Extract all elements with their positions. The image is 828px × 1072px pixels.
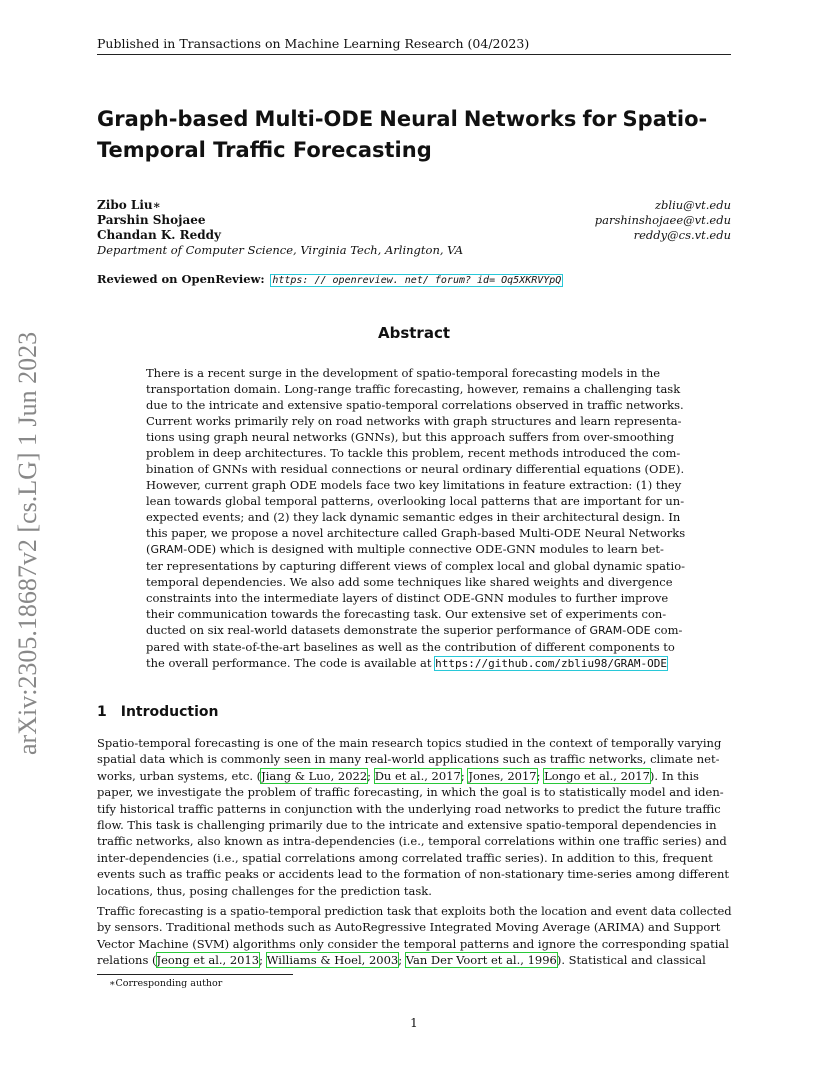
abstract-body [146, 365, 685, 672]
author-row [97, 213, 731, 229]
review-line [97, 272, 562, 286]
abstract-heading: Abstract [377, 324, 451, 342]
abstract-line: constraints into the intermediate layers of distinct ODE-GNN modules to further improve [146, 591, 669, 605]
author-row [97, 198, 731, 214]
author-name: Zibo Liu∗ [97, 198, 161, 212]
openreview-link[interactable]: https: // openreview. net/ forum? id= Oq5XKRVYpQ [272, 275, 562, 286]
author-email[interactable]: parshinshojaee@vt.edu [594, 213, 731, 227]
title-line-1: Graph-based Multi-ODE Neural Networks for Spatio- [97, 107, 708, 131]
abstract-line: expected events; and (2) they lack dynamic semantic edges in their architectural design. In [146, 510, 681, 524]
abstract-line: this paper, we propose a novel architecture called Graph-based Multi-ODE Neural Networks [146, 526, 686, 540]
paragraph-line: inter-dependencies (i.e., spatial correlations among correlated traffic series). In addition to this, frequent [97, 850, 713, 865]
paragraph-line: locations, thus, posing challenges for the prediction task. [97, 883, 432, 898]
abstract-line: due to the intricate and extensive spatio-temporal correlations observed in traffic networks. [146, 398, 684, 412]
text-fragment: the overall performance. The code is available at [146, 656, 436, 670]
text-fragment: ) which is designed with multiple connective ODE-GNN modules to learn bet- [211, 542, 664, 556]
text-fragment: com- [650, 623, 683, 637]
section-heading [97, 704, 219, 720]
text-fragment: works, urban systems, etc. ( [97, 768, 262, 783]
footnote-rule [97, 974, 293, 975]
abstract-line: problem in deep architectures. To tackle this problem, recent methods introduced the com- [146, 446, 681, 460]
running-header: Published in Transactions on Machine Learning Research (04/2023) [97, 36, 530, 51]
abstract-line: lean towards global temporal patterns, overlooking local patterns that are important for un- [146, 494, 685, 508]
citation-link[interactable]: Van Der Voort et al., 1996 [405, 953, 557, 968]
abstract-line: tions using graph neural networks (GNNs), but this approach suffers from over-smoothing [146, 430, 675, 444]
paper-title [97, 104, 737, 166]
citation-link[interactable]: Jones, 2017 [468, 768, 537, 783]
abstract-line: However, current graph ODE models face two key limitations in feature extraction: (1) they [146, 478, 682, 492]
review-label: Reviewed on OpenReview: [97, 272, 265, 286]
paragraph-line: flow. This task is challenging primarily due to the intricate and extensive spatio-temporal dependencies in [97, 818, 717, 833]
footnote: ∗Corresponding author [109, 978, 223, 989]
paragraph-line: by sensors. Traditional methods such as AutoRegressive Integrated Moving Average (ARIMA) and Support [97, 920, 721, 935]
method-name: GRAM-ODE [150, 543, 212, 556]
paragraph-line: Vector Machine (SVM) algorithms only consider the temporal patterns and ignore the corresponding spatial [97, 936, 729, 951]
citation-link[interactable]: Longo et al., 2017 [544, 768, 650, 783]
paragraph-line: events such as traffic peaks or accidents lead to the formation of non-stationary time-series among different [97, 867, 729, 882]
citation-link[interactable]: Williams & Hoel, 2003 [266, 953, 399, 968]
author-email[interactable]: reddy@cs.vt.edu [633, 228, 731, 242]
text-fragment: ). Statistical and classical [556, 953, 706, 968]
code-link[interactable]: https://github.com/zbliu98/GRAM-ODE [435, 657, 667, 670]
author-name: Parshin Shojaee [97, 213, 206, 227]
arxiv-side-stamp: arXiv:2305.18687v2 [cs.LG] 1 Jun 2023 [13, 331, 42, 755]
text-fragment: ( [146, 542, 151, 556]
paragraph-line: works, urban systems, etc. (Jiang & Luo, 2022; Du et al., 2017; Jones, 2017; Longo et al., 2017). In this [97, 768, 699, 783]
abstract-line: transportation domain. Long-range traffic forecasting, however, remains a challenging task [146, 382, 681, 396]
paragraph-line: Traffic forecasting is a spatio-temporal prediction task that exploits both the location and event data collected [97, 904, 732, 918]
author-row [97, 228, 731, 244]
paragraph-line: spatial data which is commonly seen in many real-world applications such as traffic networks, climate net- [97, 752, 720, 767]
intro-paragraph-1 [97, 735, 731, 899]
affiliation: Department of Computer Science, Virginia Tech, Arlington, VA [97, 243, 464, 257]
abstract-line: There is a recent surge in the development of spatio-temporal forecasting models in the [146, 366, 661, 380]
abstract-line [146, 541, 685, 558]
citation-link[interactable]: Jeong et al., 2013 [156, 953, 260, 968]
abstract-line: ter representations by capturing different views of complex local and global dynamic spatio- [146, 559, 685, 573]
title-line-2: Temporal Traffic Forecasting [97, 138, 432, 162]
page-number: 1 [410, 1016, 418, 1030]
paragraph-line: tify historical traffic patterns in conjunction with the underlying road networks to predict the future traffic [97, 801, 721, 816]
paragraph-line: paper, we investigate the problem of traffic forecasting, in which the goal is to statistically model and iden- [97, 785, 724, 800]
text-fragment: ducted on six real-world datasets demonstrate the superior performance of [146, 623, 590, 637]
section-number: 1 [97, 704, 107, 720]
paragraph-line: traffic networks, also known as intra-dependencies (i.e., temporal correlations within one traffic series) and [97, 834, 727, 849]
abstract-line: bination of GNNs with residual connections or neural ordinary differential equations (ODE). [146, 462, 685, 476]
abstract-line [146, 622, 685, 639]
header-rule [97, 54, 731, 55]
paragraph-line: Spatio-temporal forecasting is one of the main research topics studied in the context of temporally varying [97, 736, 722, 750]
abstract-line: Current works primarily rely on road networks with graph structures and learn representa- [146, 414, 682, 428]
paragraph-line: relations (Jeong et al., 2013; Williams & Hoel, 2003; Van Der Voort et al., 1996). Statistical and classical [97, 953, 706, 968]
section-title: Introduction [120, 704, 219, 720]
citation-link[interactable]: Jiang & Luo, 2022 [261, 768, 368, 783]
citation-link[interactable]: Du et al., 2017 [374, 768, 461, 783]
author-name: Chandan K. Reddy [97, 228, 221, 242]
abstract-line: pared with state-of-the-art baselines as well as the contribution of different components to [146, 640, 675, 654]
intro-paragraph-2 [97, 903, 731, 969]
abstract-line: their communication towards the forecasting task. Our extensive set of experiments con- [146, 607, 667, 621]
method-name: GRAM-ODE [589, 624, 651, 637]
abstract-line [146, 655, 685, 672]
author-email[interactable]: zbliu@vt.edu [654, 198, 731, 212]
text-fragment: relations ( [97, 953, 157, 968]
text-fragment: ). In this [649, 768, 699, 783]
abstract-line: temporal dependencies. We also add some techniques like shared weights and divergence [146, 575, 673, 589]
